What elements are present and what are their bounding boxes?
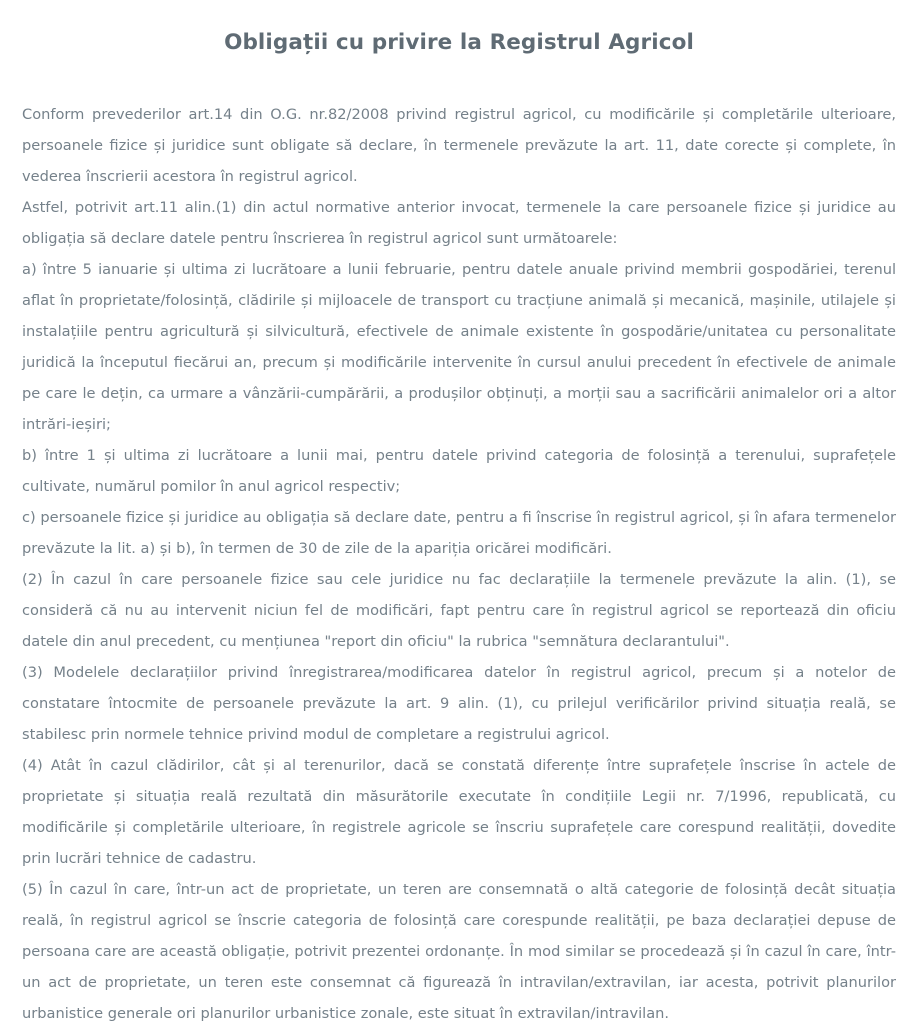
paragraph: b) între 1 și ultima zi lucrătoare a lunii mai, pentru datele privind categoria de folosință a terenului, suprafețele cultivate, numărul pomilor în anul agricol respectiv; bbox=[22, 447, 896, 495]
paragraph: (2) În cazul în care persoanele fizice sau cele juridice nu fac declarațiile la termenele prevăzute la alin. (1), se consideră că nu au intervenit niciun fel de modificări, fapt pentru care în registrul agricol se reportează din oficiu datele din anul precedent, cu mențiunea "report din oficiu" la rubrica "semnătura declarantului". bbox=[22, 571, 896, 650]
paragraph: (5) În cazul în care, într-un act de proprietate, un teren are consemnată o altă categorie de folosință decât situația reală, în registrul agricol se înscrie categoria de folosință care corespunde realității, pe baza declarației depuse de persoana care are această obligație, potrivit prezentei ordonanțe. În mod similar se procedează și în cazul în care, într-un act de proprietate, un teren este consemnat că figurează în intravilan/extravilan, iar acesta, potrivit planurilor urbanistice generale ori planurilor urbanistice zonale, este situat în extravilan/intravilan. bbox=[22, 881, 896, 1022]
paragraph: a) între 5 ianuarie și ultima zi lucrătoare a lunii februarie, pentru datele anuale privind membrii gospodăriei, terenul aflat în proprietate/folosință, clădirile și mijloacele de transport cu tracțiune animală și mecanică, mașinile, utilajele și instalațiile pentru agricultură și silvicultură, efectivele de animale existente în gospodărie/unitatea cu personalitate juridică la începutul fiecărui an, precum și modificările intervenite în cursul anului precedent în efectivele de animale pe care le dețin, ca urmare a vânzării-cumpărării, a produșilor obținuți, a morții sau a sacrificării animalelor ori a altor intrări-ieșiri; bbox=[22, 261, 896, 433]
page-title: Obligații cu privire la Registrul Agricol bbox=[224, 30, 694, 55]
paragraph: (4) Atât în cazul clădirilor, cât și al terenurilor, dacă se constată diferențe între suprafețele înscrise în actele de proprietate și situația reală rezultată din măsurătorile executate în condițiile Legii nr. 7/1996, republicată, cu modificările și completările ulterioare, în registrele agricole se înscriu suprafețele care corespund realității, dovedite prin lucrări tehnice de cadastru. bbox=[22, 757, 896, 867]
paragraph: Conform prevederilor art.14 din O.G. nr.82/2008 privind registrul agricol, cu modificările și completările ulterioare, persoanele fizice și juridice sunt obligate să declare, în termenele prevăzute la art. 11, date corecte și complete, în vederea înscrierii acestora în registrul agricol. bbox=[22, 106, 896, 185]
paragraph: Astfel, potrivit art.11 alin.(1) din actul normative anterior invocat, termenele la care persoanele fizice și juridice au obligația să declare datele pentru înscrierea în registrul agricol sunt următoarele: bbox=[22, 199, 896, 247]
document-body bbox=[22, 99, 896, 1029]
paragraph: c) persoanele fizice și juridice au obligația să declare date, pentru a fi înscrise în registrul agricol, și în afara termenelor prevăzute la lit. a) și b), în termen de 30 de zile de la apariția oricărei modificări. bbox=[22, 509, 896, 557]
paragraph: (3) Modelele declarațiilor privind înregistrarea/modificarea datelor în registrul agricol, precum și a notelor de constatare întocmite de persoanele prevăzute la art. 9 alin. (1), cu prilejul verificărilor privind situația reală, se stabilesc prin normele tehnice privind modul de completare a registrului agricol. bbox=[22, 664, 896, 743]
